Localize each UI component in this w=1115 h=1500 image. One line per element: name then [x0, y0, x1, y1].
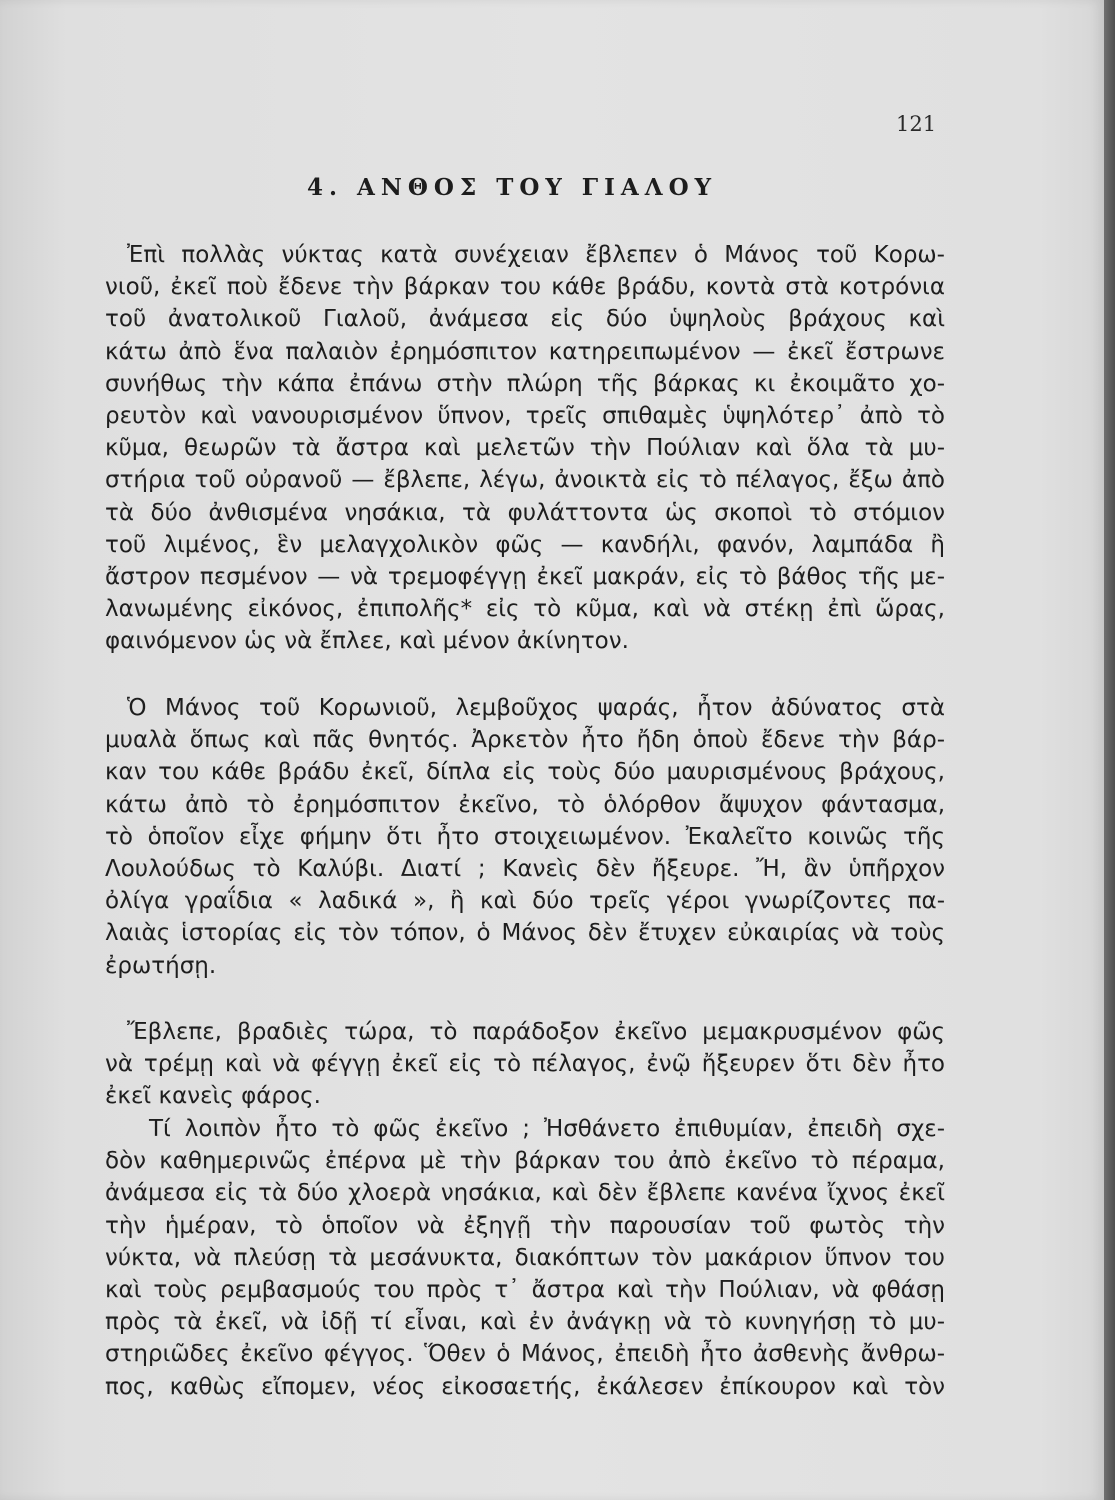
text-line: συνήθως τὴν κάπα ἐπάνω στὴν πλώρη τῆς βάρκας κι ἐκοιμᾶτο χο-: [105, 370, 945, 397]
paragraph-3: [105, 1016, 945, 1113]
text-line: ἐκεῖ κανεὶς φάρος.: [105, 1083, 321, 1110]
page-edge-shadow: [1104, 0, 1115, 1500]
text-line: ἄστρον πεσμένον — νὰ τρεμοφέγγῃ ἐκεῖ μακράν, εἰς τὸ βάθος τῆς με-: [105, 563, 945, 590]
text-line: στηριῶδες ἐκεῖνο φέγγος. Ὅθεν ὁ Μάνος, ἐπειδὴ ἦτο ἀσθενὴς ἄνθρω-: [105, 1341, 945, 1368]
text-line: κάτω ἀπὸ τὸ ἐρημόσπιτον ἐκεῖνο, τὸ ὁλόρθον ἄψυχον φάντασμα,: [105, 791, 945, 818]
text-line: δὸν καθημερινῶς ἐπέρνα μὲ τὴν βάρκαν του ἀπὸ ἐκεῖνο τὸ πέραμα,: [105, 1148, 945, 1175]
text-line: νιοῦ, ἐκεῖ ποὺ ἔδενε τὴν βάρκαν του κάθε βράδυ, κοντὰ στὰ κοτρόνια: [105, 274, 945, 301]
text-line: Τί λοιπὸν ἦτο τὸ φῶς ἐκεῖνο ; Ἠσθάνετο ἐπιθυμίαν, ἐπειδὴ σχε-: [149, 1116, 945, 1142]
text-line: ἐρωτήσῃ.: [105, 952, 217, 979]
text-line: τὸ ὁποῖον εἶχε φήμην ὅτι ἦτο στοιχειωμένον. Ἐκαλεῖτο κοινῶς τῆς: [105, 823, 945, 850]
text-line: Ἔβλεπε, βραδιὲς τώρα, τὸ παράδοξον ἐκεῖνο μεμακρυσμένον φῶς: [127, 1019, 945, 1045]
text-line: νὰ τρέμῃ καὶ νὰ φέγγῃ ἐκεῖ εἰς τὸ πέλαγος, ἐνῷ ἤξευρεν ὅτι δὲν ἦτο: [105, 1051, 945, 1078]
text-line: πρὸς τὰ ἐκεῖ, νὰ ἰδῇ τί εἶναι, καὶ ἐν ἀνάγκῃ νὰ τὸ κυνηγήσῃ τὸ μυ-: [105, 1309, 945, 1336]
text-line: στήρια τοῦ οὐρανοῦ — ἔβλεπε, λέγω, ἀνοικτὰ εἰς τὸ πέλαγος, ἔξω ἀπὸ: [105, 467, 945, 494]
text-line: κάτω ἀπὸ ἕνα παλαιὸν ἐρημόσπιτον κατηρειπωμένον — ἐκεῖ ἔστρωνε: [105, 338, 945, 365]
text-line: τοῦ λιμένος, ἓν μελαγχολικὸν φῶς — κανδήλι, φανόν, λαμπάδα ἢ: [105, 531, 945, 558]
text-line: πος, καθὼς εἴπομεν, νέος εἰκοσαετής, ἐκάλεσεν ἐπίκουρον καὶ τὸν: [105, 1373, 945, 1400]
paragraph-4: [105, 1113, 945, 1403]
text-line: μυαλὰ ὅπως καὶ πᾶς θνητός. Ἀρκετὸν ἦτο ἤδη ὁποὺ ἔδενε τὴν βάρ-: [105, 727, 945, 754]
text-line: λανωμένης εἰκόνος, ἐπιπολῆς* εἰς τὸ κῦμα, καὶ νὰ στέκῃ ἐπὶ ὥρας,: [105, 596, 945, 623]
text-line: ὀλίγα γραΐδια « λαδικά », ἢ καὶ δύο τρεῖς γέροι γνωρίζοντες πα-: [105, 888, 945, 915]
text-line: νύκτα, νὰ πλεύσῃ τὰ μεσάνυκτα, διακόπτων τὸν μακάριον ὕπνον του: [105, 1244, 945, 1271]
chapter-title: 4. ΑΝΘΟΣ ΤΟΥ ΓΙΑΛΟΥ: [307, 174, 718, 201]
text-line: Ἐπὶ πολλὰς νύκτας κατὰ συνέχειαν ἔβλεπεν ὁ Μάνος τοῦ Κορω-: [127, 242, 945, 268]
text-line: Ὁ Μάνος τοῦ Κορωνιοῦ, λεμβοῦχος ψαράς, ἦτον ἀδύνατος στὰ: [127, 695, 945, 721]
text-line: φαινόμενον ὡς νὰ ἔπλεε, καὶ μένον ἀκίνητον.: [105, 628, 629, 655]
text-line: τοῦ ἀνατολικοῦ Γιαλοῦ, ἀνάμεσα εἰς δύο ὑψηλοὺς βράχους καὶ: [105, 306, 945, 333]
text-line: Λουλούδως τὸ Καλύβι. Διατί ; Κανεὶς δὲν ἤξευρε. Ἤ, ἂν ὑπῆρχον: [105, 855, 945, 882]
text-line: λαιὰς ἱστορίας εἰς τὸν τόπον, ὁ Μάνος δὲν ἔτυχεν εὐκαιρίας νὰ τοὺς: [105, 920, 945, 947]
paragraph-1: [105, 239, 945, 657]
text-line: ρευτὸν καὶ νανουρισμένον ὕπνον, τρεῖς σπιθαμὲς ὑψηλότερ᾽ ἀπὸ τὸ: [105, 402, 945, 429]
page-number: 121: [896, 112, 937, 136]
text-line: τὰ δύο ἀνθισμένα νησάκια, τὰ φυλάττοντα ὡς σκοποὶ τὸ στόμιον: [105, 499, 945, 526]
text-line: καὶ τοὺς ρεμβασμούς του πρὸς τ᾽ ἄστρα καὶ τὴν Πούλιαν, νὰ φθάσῃ: [105, 1276, 945, 1303]
text-line: κῦμα, θεωρῶν τὰ ἄστρα καὶ μελετῶν τὴν Πούλιαν καὶ ὅλα τὰ μυ-: [105, 435, 945, 462]
text-line: καν του κάθε βράδυ ἐκεῖ, δίπλα εἰς τοὺς δύο μαυρισμένους βράχους,: [105, 759, 945, 786]
paragraph-2: [105, 692, 945, 982]
text-line: τὴν ἡμέραν, τὸ ὁποῖον νὰ ἐξηγῇ τὴν παρουσίαν τοῦ φωτὸς τὴν: [105, 1212, 945, 1239]
text-line: ἀνάμεσα εἰς τὰ δύο χλοερὰ νησάκια, καὶ δὲν ἔβλεπε κανένα ἴχνος ἐκεῖ: [105, 1180, 945, 1207]
